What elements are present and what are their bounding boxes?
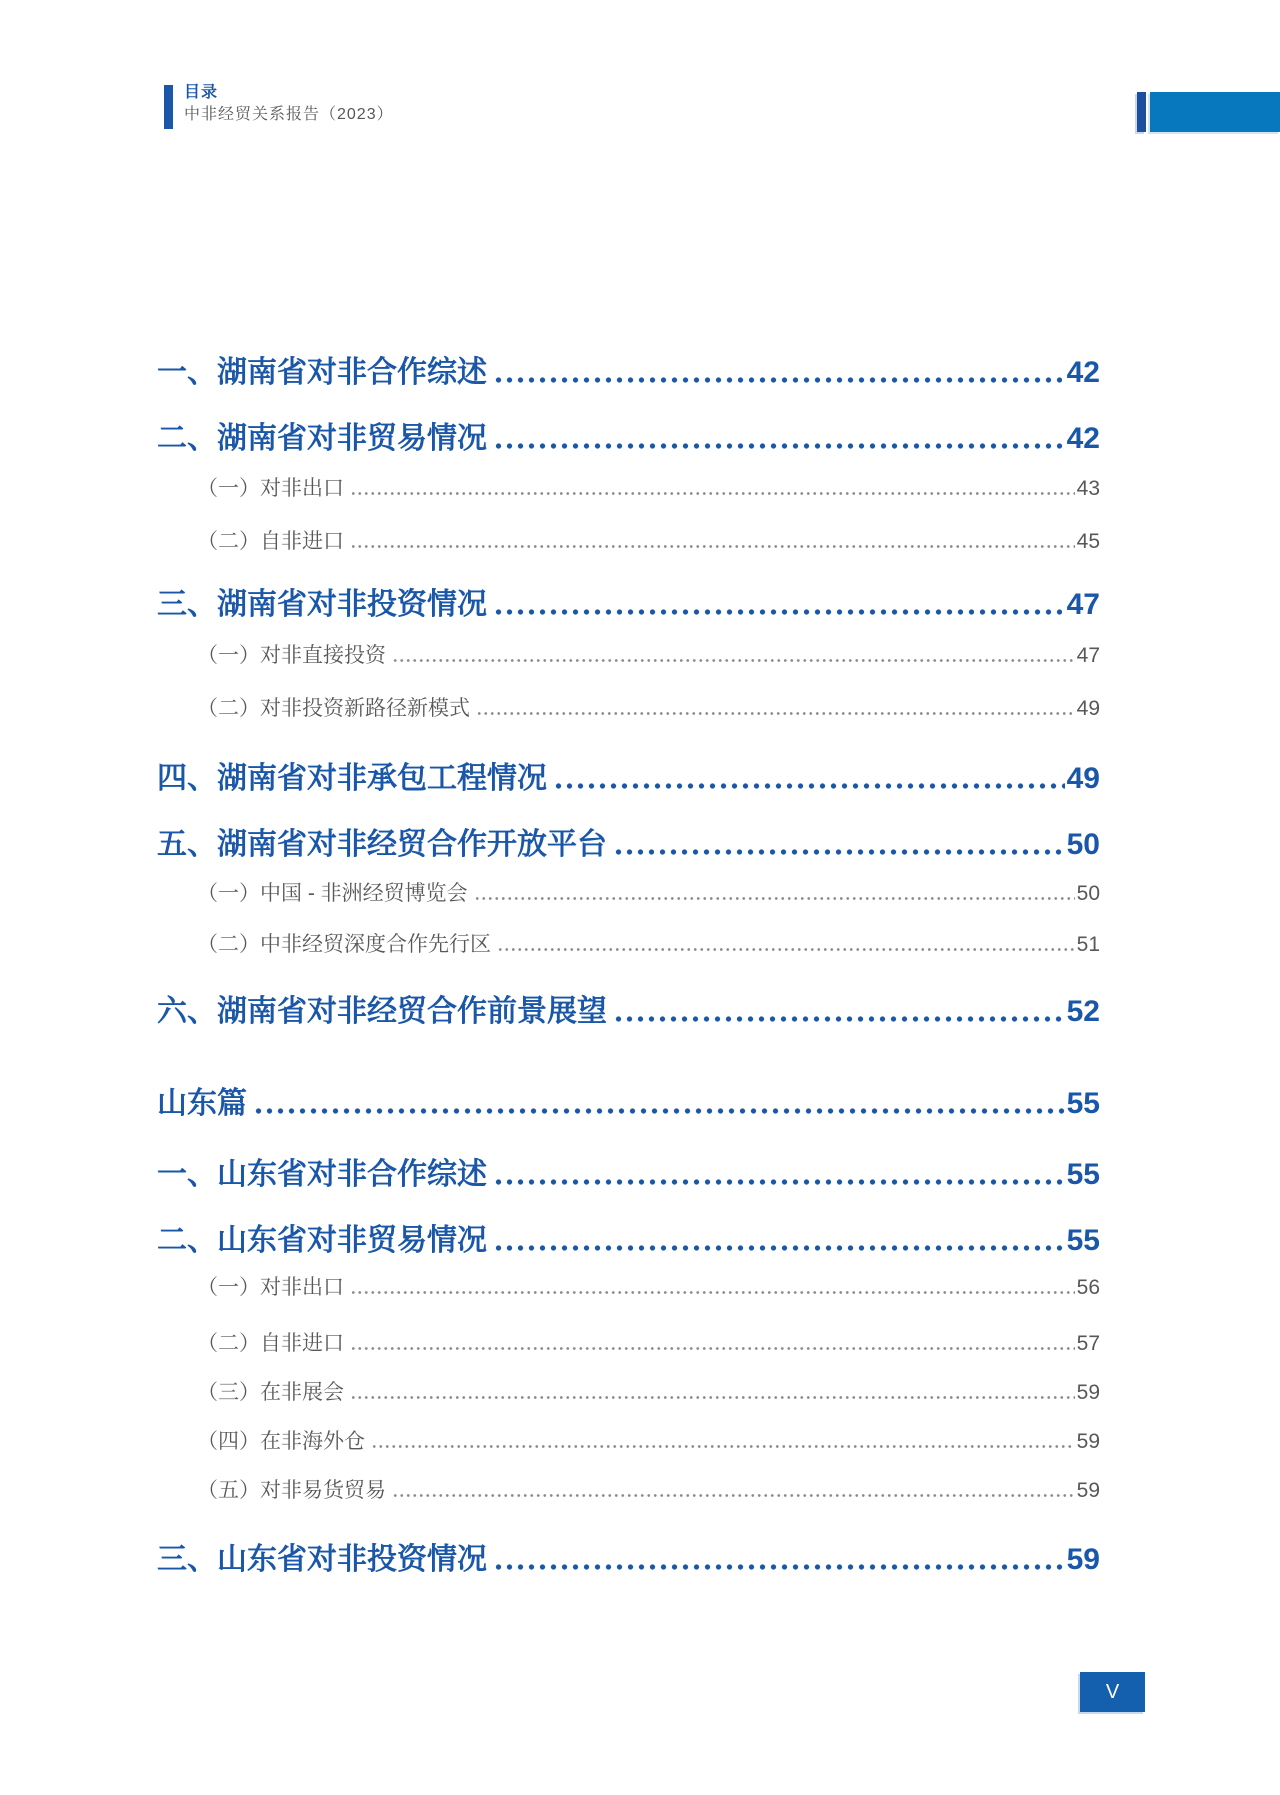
toc-entry-title: 六、湖南省对非经贸合作前景展望	[157, 995, 607, 1028]
toc-entry[interactable]	[157, 358, 1100, 388]
toc-entry[interactable]	[197, 531, 1100, 552]
toc-entry-title: （五）对非易货贸易	[197, 1479, 386, 1502]
toc-entry[interactable]	[197, 698, 1100, 719]
toc-entry-page: 59	[1076, 1430, 1100, 1453]
toc-entry[interactable]	[197, 1480, 1100, 1501]
dot-leader	[613, 1015, 1065, 1023]
dot-leader	[476, 711, 1075, 716]
toc-entry-title: （四）在非海外仓	[197, 1430, 365, 1453]
toc-entry-page: 57	[1076, 1332, 1100, 1355]
toc-entry[interactable]	[157, 590, 1100, 620]
toc-entry-page: 42	[1066, 422, 1100, 455]
toc-entry-title: （一）对非出口	[197, 477, 344, 500]
table-of-contents	[157, 0, 1100, 1795]
toc-entry-page: 59	[1076, 1381, 1100, 1404]
toc-entry[interactable]	[157, 1545, 1100, 1575]
toc-entry[interactable]	[157, 830, 1100, 860]
toc-entry[interactable]	[197, 645, 1100, 666]
toc-entry[interactable]	[197, 1431, 1100, 1452]
dot-leader	[350, 544, 1075, 549]
dot-leader	[493, 608, 1065, 616]
toc-entry-page: 43	[1076, 477, 1100, 500]
toc-entry[interactable]	[197, 934, 1100, 955]
toc-entry-page: 49	[1066, 762, 1100, 795]
toc-entry-title: （二）自非进口	[197, 1332, 344, 1355]
toc-entry[interactable]	[157, 1089, 1100, 1119]
dot-leader	[613, 848, 1065, 856]
dot-leader	[350, 1346, 1075, 1351]
dot-leader	[371, 1444, 1075, 1449]
dot-leader	[474, 896, 1075, 901]
toc-entry-title: 二、湖南省对非贸易情况	[157, 422, 487, 455]
dot-leader	[253, 1107, 1065, 1115]
toc-entry[interactable]	[197, 1382, 1100, 1403]
toc-entry[interactable]	[157, 764, 1100, 794]
toc-entry-title: 山东篇	[157, 1087, 247, 1120]
toc-entry-title: 一、湖南省对非合作综述	[157, 356, 487, 389]
toc-entry[interactable]	[157, 1160, 1100, 1190]
toc-entry-title: 一、山东省对非合作综述	[157, 1158, 487, 1191]
toc-entry-title: （三）在非展会	[197, 1381, 344, 1404]
dot-leader	[493, 1244, 1065, 1252]
dot-leader	[392, 1493, 1075, 1498]
toc-entry-page: 50	[1076, 882, 1100, 905]
toc-entry-page: 55	[1066, 1087, 1100, 1120]
toc-entry-title: 二、山东省对非贸易情况	[157, 1224, 487, 1257]
header-right-bar-light	[1150, 92, 1280, 132]
page-number-box	[1080, 1672, 1145, 1712]
toc-entry-page: 55	[1066, 1224, 1100, 1257]
dot-leader	[493, 376, 1065, 384]
toc-entry[interactable]	[197, 1277, 1100, 1298]
toc-entry[interactable]	[197, 883, 1100, 904]
dot-leader	[493, 1563, 1065, 1571]
toc-entry[interactable]	[157, 1226, 1100, 1256]
toc-entry-page: 56	[1076, 1276, 1100, 1299]
toc-entry-title: 四、湖南省对非承包工程情况	[157, 762, 547, 795]
toc-entry[interactable]	[157, 424, 1100, 454]
page-number: V	[1105, 1681, 1120, 1703]
toc-entry-page: 55	[1066, 1158, 1100, 1191]
header-right-bar-dark	[1137, 92, 1146, 132]
toc-entry-page: 52	[1066, 995, 1100, 1028]
toc-entry-title: 三、山东省对非投资情况	[157, 1543, 487, 1576]
header-section-label: 目录	[184, 84, 219, 101]
toc-entry[interactable]	[197, 1333, 1100, 1354]
toc-entry-page: 50	[1066, 828, 1100, 861]
toc-entry-title: （一）对非出口	[197, 1276, 344, 1299]
toc-entry-page: 42	[1066, 356, 1100, 389]
toc-entry-title: （一）对非直接投资	[197, 644, 386, 667]
toc-entry-page: 49	[1076, 697, 1100, 720]
dot-leader	[350, 491, 1075, 496]
toc-entry-page: 47	[1066, 588, 1100, 621]
dot-leader	[493, 1178, 1065, 1186]
dot-leader	[350, 1290, 1075, 1295]
dot-leader	[392, 658, 1075, 663]
dot-leader	[553, 782, 1065, 790]
toc-entry-page: 59	[1066, 1543, 1100, 1576]
toc-entry[interactable]	[197, 478, 1100, 499]
toc-entry-page: 59	[1076, 1479, 1100, 1502]
toc-entry-title: （二）自非进口	[197, 530, 344, 553]
toc-entry-title: （二）中非经贸深度合作先行区	[197, 933, 491, 956]
toc-entry-title: （二）对非投资新路径新模式	[197, 697, 470, 720]
toc-entry-page: 45	[1076, 530, 1100, 553]
toc-entry-title: （一）中国 - 非洲经贸博览会	[197, 882, 468, 905]
toc-entry-title: 三、湖南省对非投资情况	[157, 588, 487, 621]
dot-leader	[350, 1395, 1075, 1400]
header-report-title: 中非经贸关系报告（2023）	[184, 106, 394, 123]
dot-leader	[497, 947, 1075, 952]
toc-entry-page: 47	[1076, 644, 1100, 667]
toc-entry[interactable]	[157, 997, 1100, 1027]
dot-leader	[493, 442, 1065, 450]
toc-entry-title: 五、湖南省对非经贸合作开放平台	[157, 828, 607, 861]
toc-entry-page: 51	[1076, 933, 1100, 956]
